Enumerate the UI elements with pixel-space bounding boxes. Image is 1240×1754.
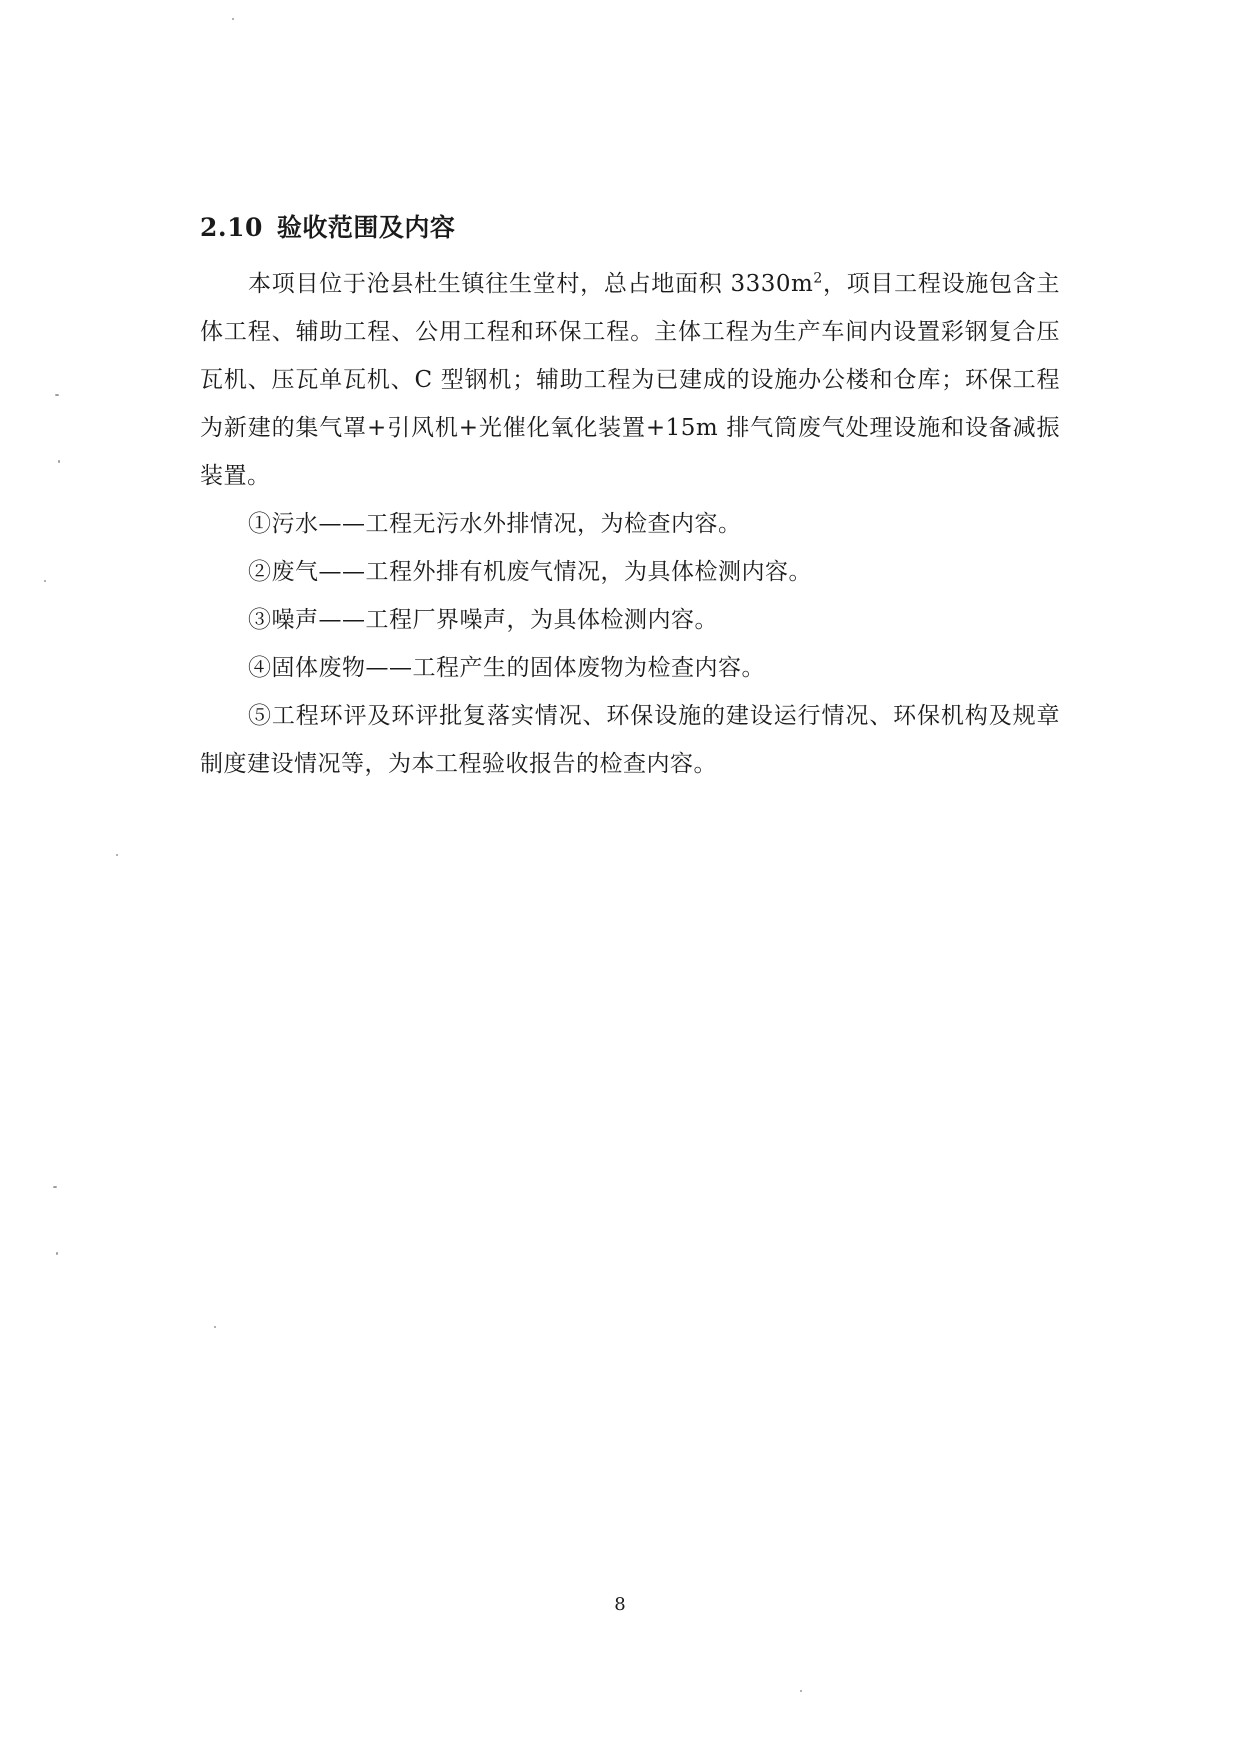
scan-speck [116,854,118,856]
intro-text-before-unit: 本项目位于沧县杜生镇往生堂村，总占地面积 3330m [248,271,814,297]
section-heading [200,206,1060,250]
page-number: 8 [614,1594,626,1615]
scan-speck [55,394,59,396]
scope-item-wastewater: ①污水——工程无污水外排情况，为检查内容。 [248,511,742,537]
scope-item-exhaust-gas: ②废气——工程外排有机废气情况，为具体检测内容。 [248,559,812,585]
scan-speck [58,460,60,463]
section-title: 验收范围及内容 [276,213,456,242]
scope-item-eia-compliance: ⑤工程环评及环评批复落实情况、环保设施的建设运行情况、环保机构及规章制度建设情况等，为本工程验收报告的检查内容。 [200,703,1060,777]
scope-item-noise: ③噪声——工程厂界噪声，为具体检测内容。 [248,607,718,633]
section-number: 2.10 [200,213,263,242]
unit-exponent: 2 [813,270,823,287]
scan-speck [56,1252,58,1255]
scan-speck [53,1186,57,1188]
section-2-10 [200,206,1060,788]
intro-text-after-unit: ，项目工程设施包含主体工程、辅助工程、公用工程和环保工程。主体工程为生产车间内设置彩钢复合压瓦机、压瓦单瓦机、C 型钢机；辅助工程为已建成的设施办公楼和仓库；环保工程为新建的集气罩+引风机+光催化氧化装置+15m 排气筒废气处理设施和设备减振装置。 [200,271,1060,489]
scan-speck [800,1690,802,1692]
intro-paragraph [200,260,1060,500]
scope-item-solid-waste: ④固体废物——工程产生的固体废物为检查内容。 [248,655,765,681]
scan-speck [232,18,234,20]
scan-speck [214,1326,216,1328]
scan-speck [44,580,46,582]
